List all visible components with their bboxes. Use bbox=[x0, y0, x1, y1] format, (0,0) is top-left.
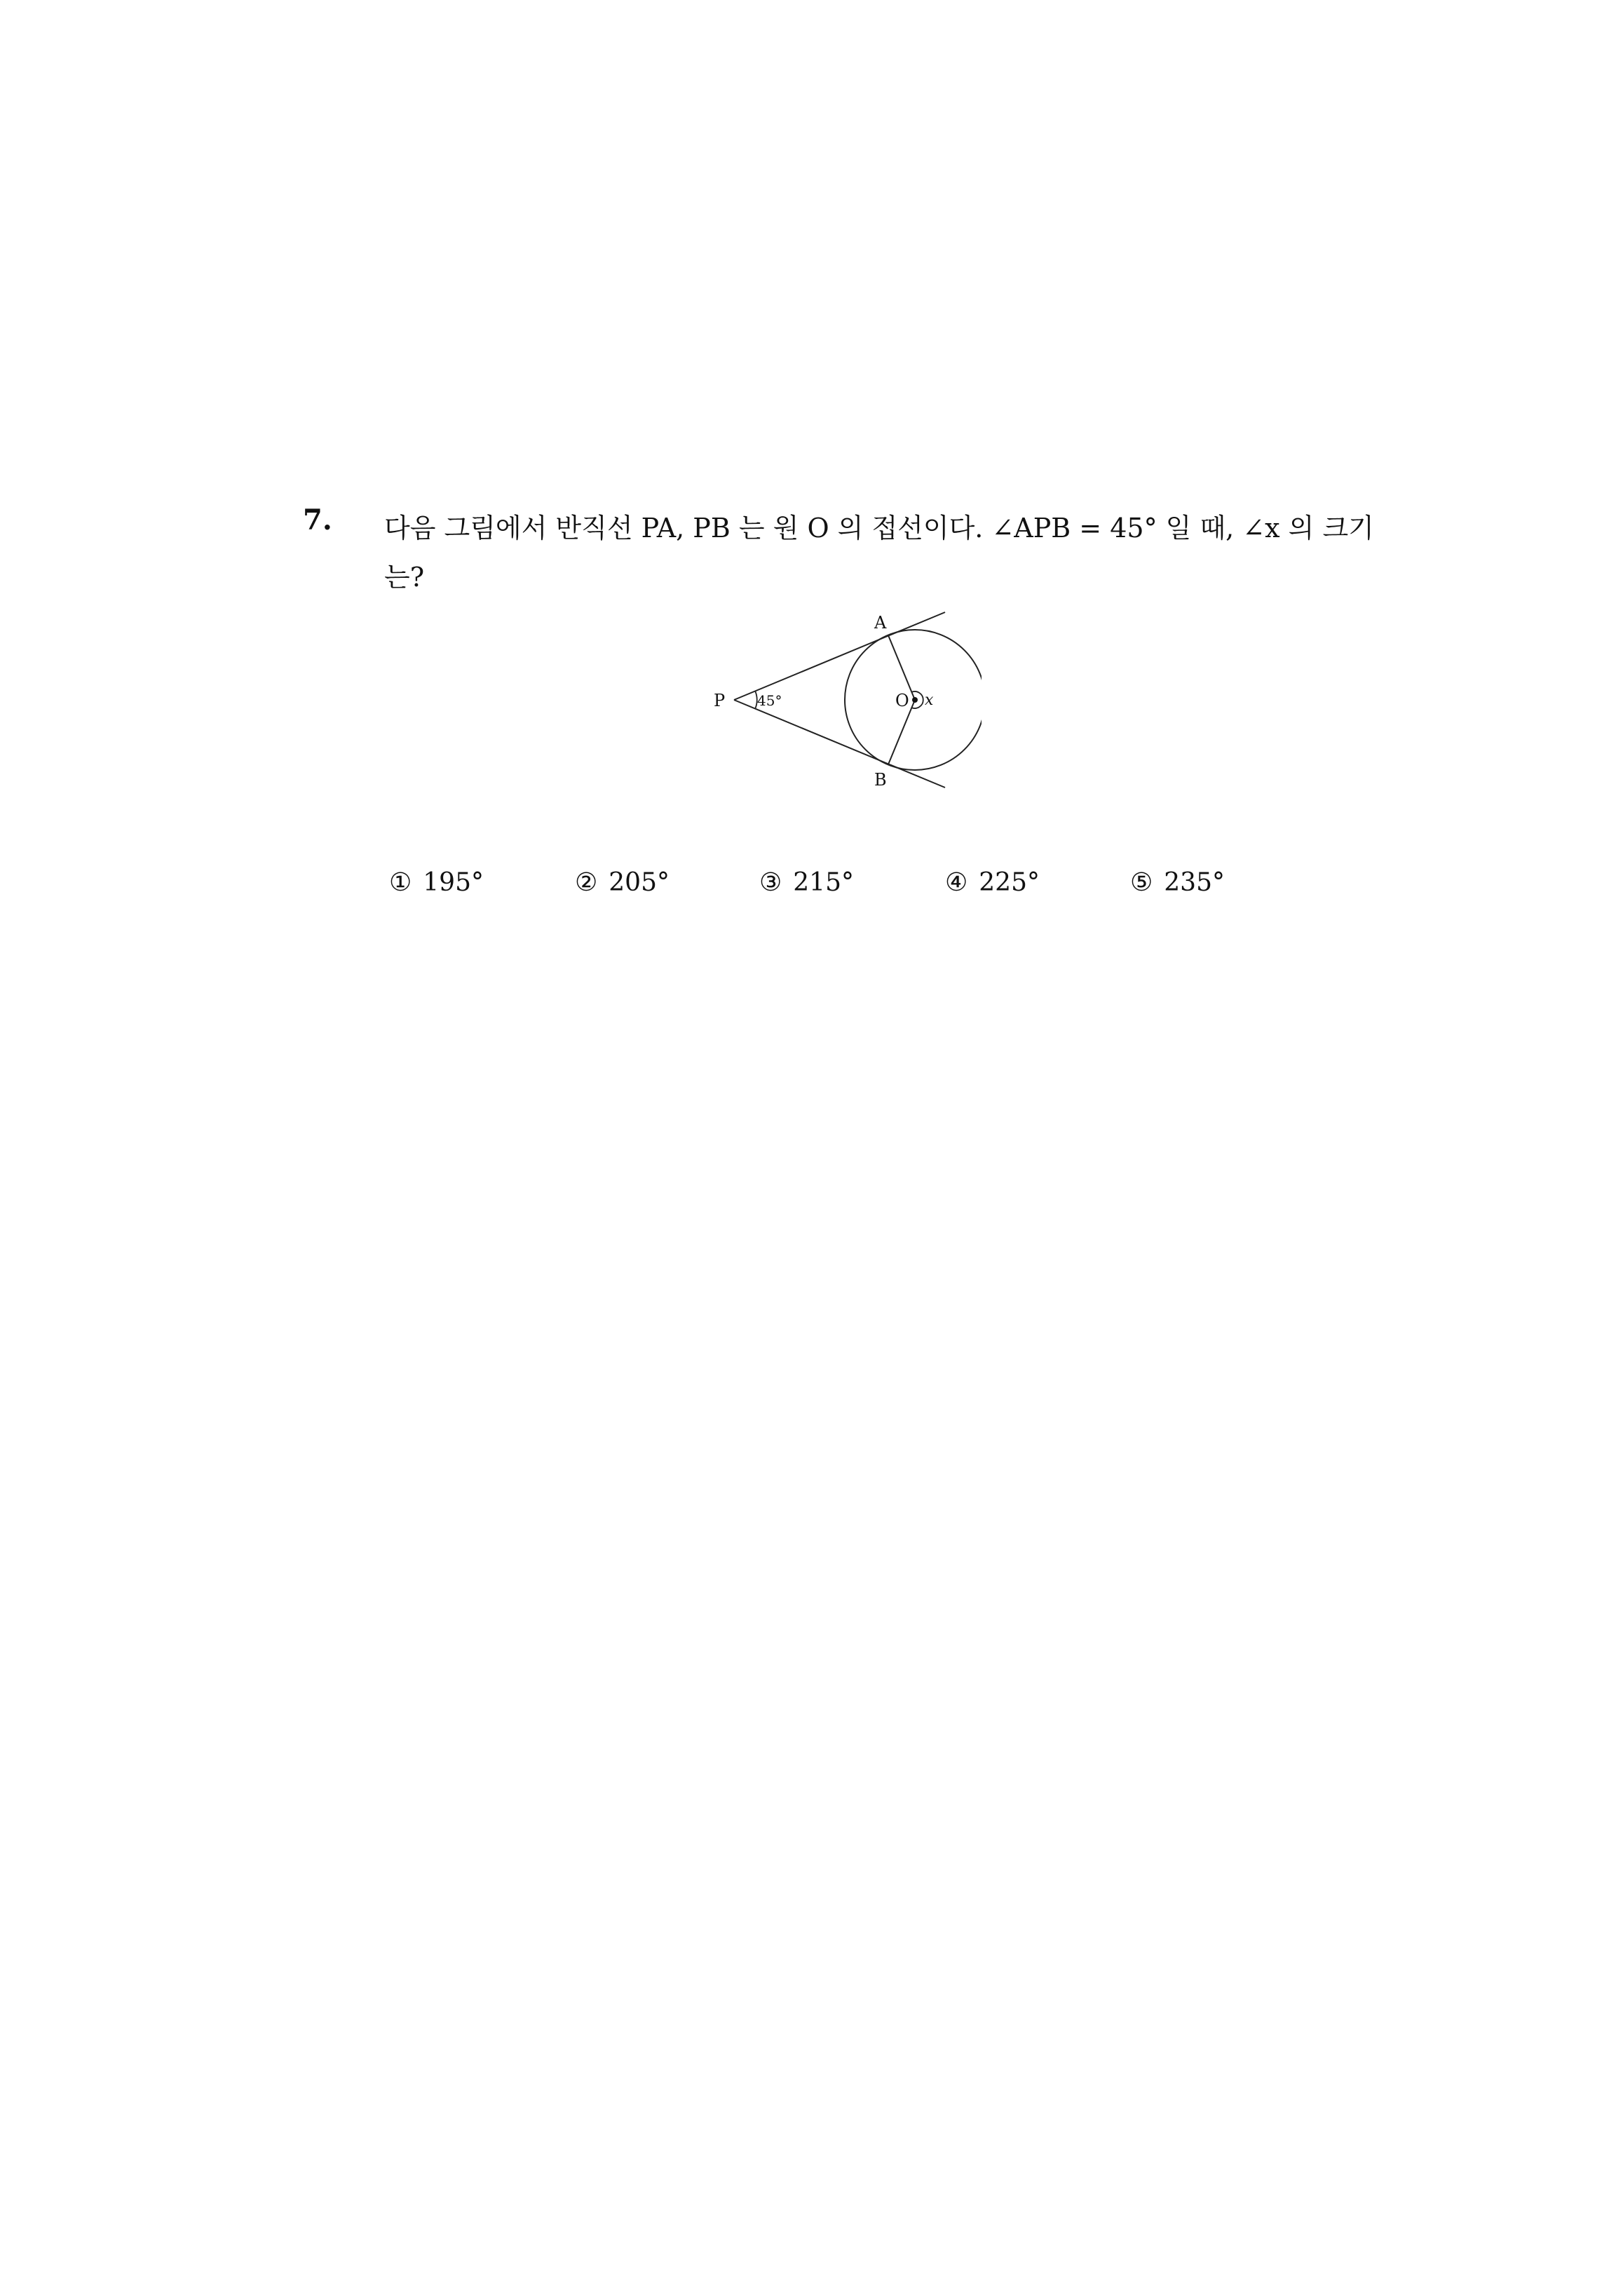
label-b: B bbox=[874, 770, 887, 790]
choice-5-mark: ⑤ bbox=[1130, 868, 1153, 897]
choice-1-mark: ① bbox=[389, 868, 412, 897]
choice-4[interactable] bbox=[945, 868, 1040, 897]
label-a: A bbox=[874, 613, 887, 633]
label-o: O bbox=[895, 691, 909, 710]
question-text: 다음 그림에서 반직선 PA, PB 는 원 O 의 접선이다. ∠APB = 45° 일 때, ∠x 의 크기는? bbox=[384, 513, 1374, 593]
tangent-ray-pb bbox=[734, 700, 945, 788]
label-angle-45: 45° bbox=[757, 692, 782, 709]
choice-2-mark: ② bbox=[575, 868, 598, 897]
choice-3-value: 215° bbox=[793, 868, 854, 897]
label-x: x bbox=[925, 691, 934, 709]
choice-1[interactable] bbox=[389, 868, 484, 897]
choice-3-mark: ③ bbox=[759, 868, 782, 897]
center-point bbox=[912, 697, 918, 703]
problem-number: 7. bbox=[303, 504, 332, 536]
choice-4-mark: ④ bbox=[945, 868, 968, 897]
choice-1-value: 195° bbox=[423, 868, 484, 897]
choice-5[interactable] bbox=[1130, 868, 1225, 897]
choice-2-value: 205° bbox=[609, 868, 670, 897]
choice-2[interactable] bbox=[575, 868, 670, 897]
geometry-figure bbox=[687, 595, 982, 805]
answer-choices bbox=[389, 868, 1301, 910]
choice-3[interactable] bbox=[759, 868, 854, 897]
choice-4-value: 225° bbox=[979, 868, 1040, 897]
tangent-circle-diagram bbox=[687, 595, 982, 805]
choice-5-value: 235° bbox=[1164, 868, 1225, 897]
tangent-ray-pa bbox=[734, 612, 945, 700]
label-p: P bbox=[714, 691, 726, 710]
